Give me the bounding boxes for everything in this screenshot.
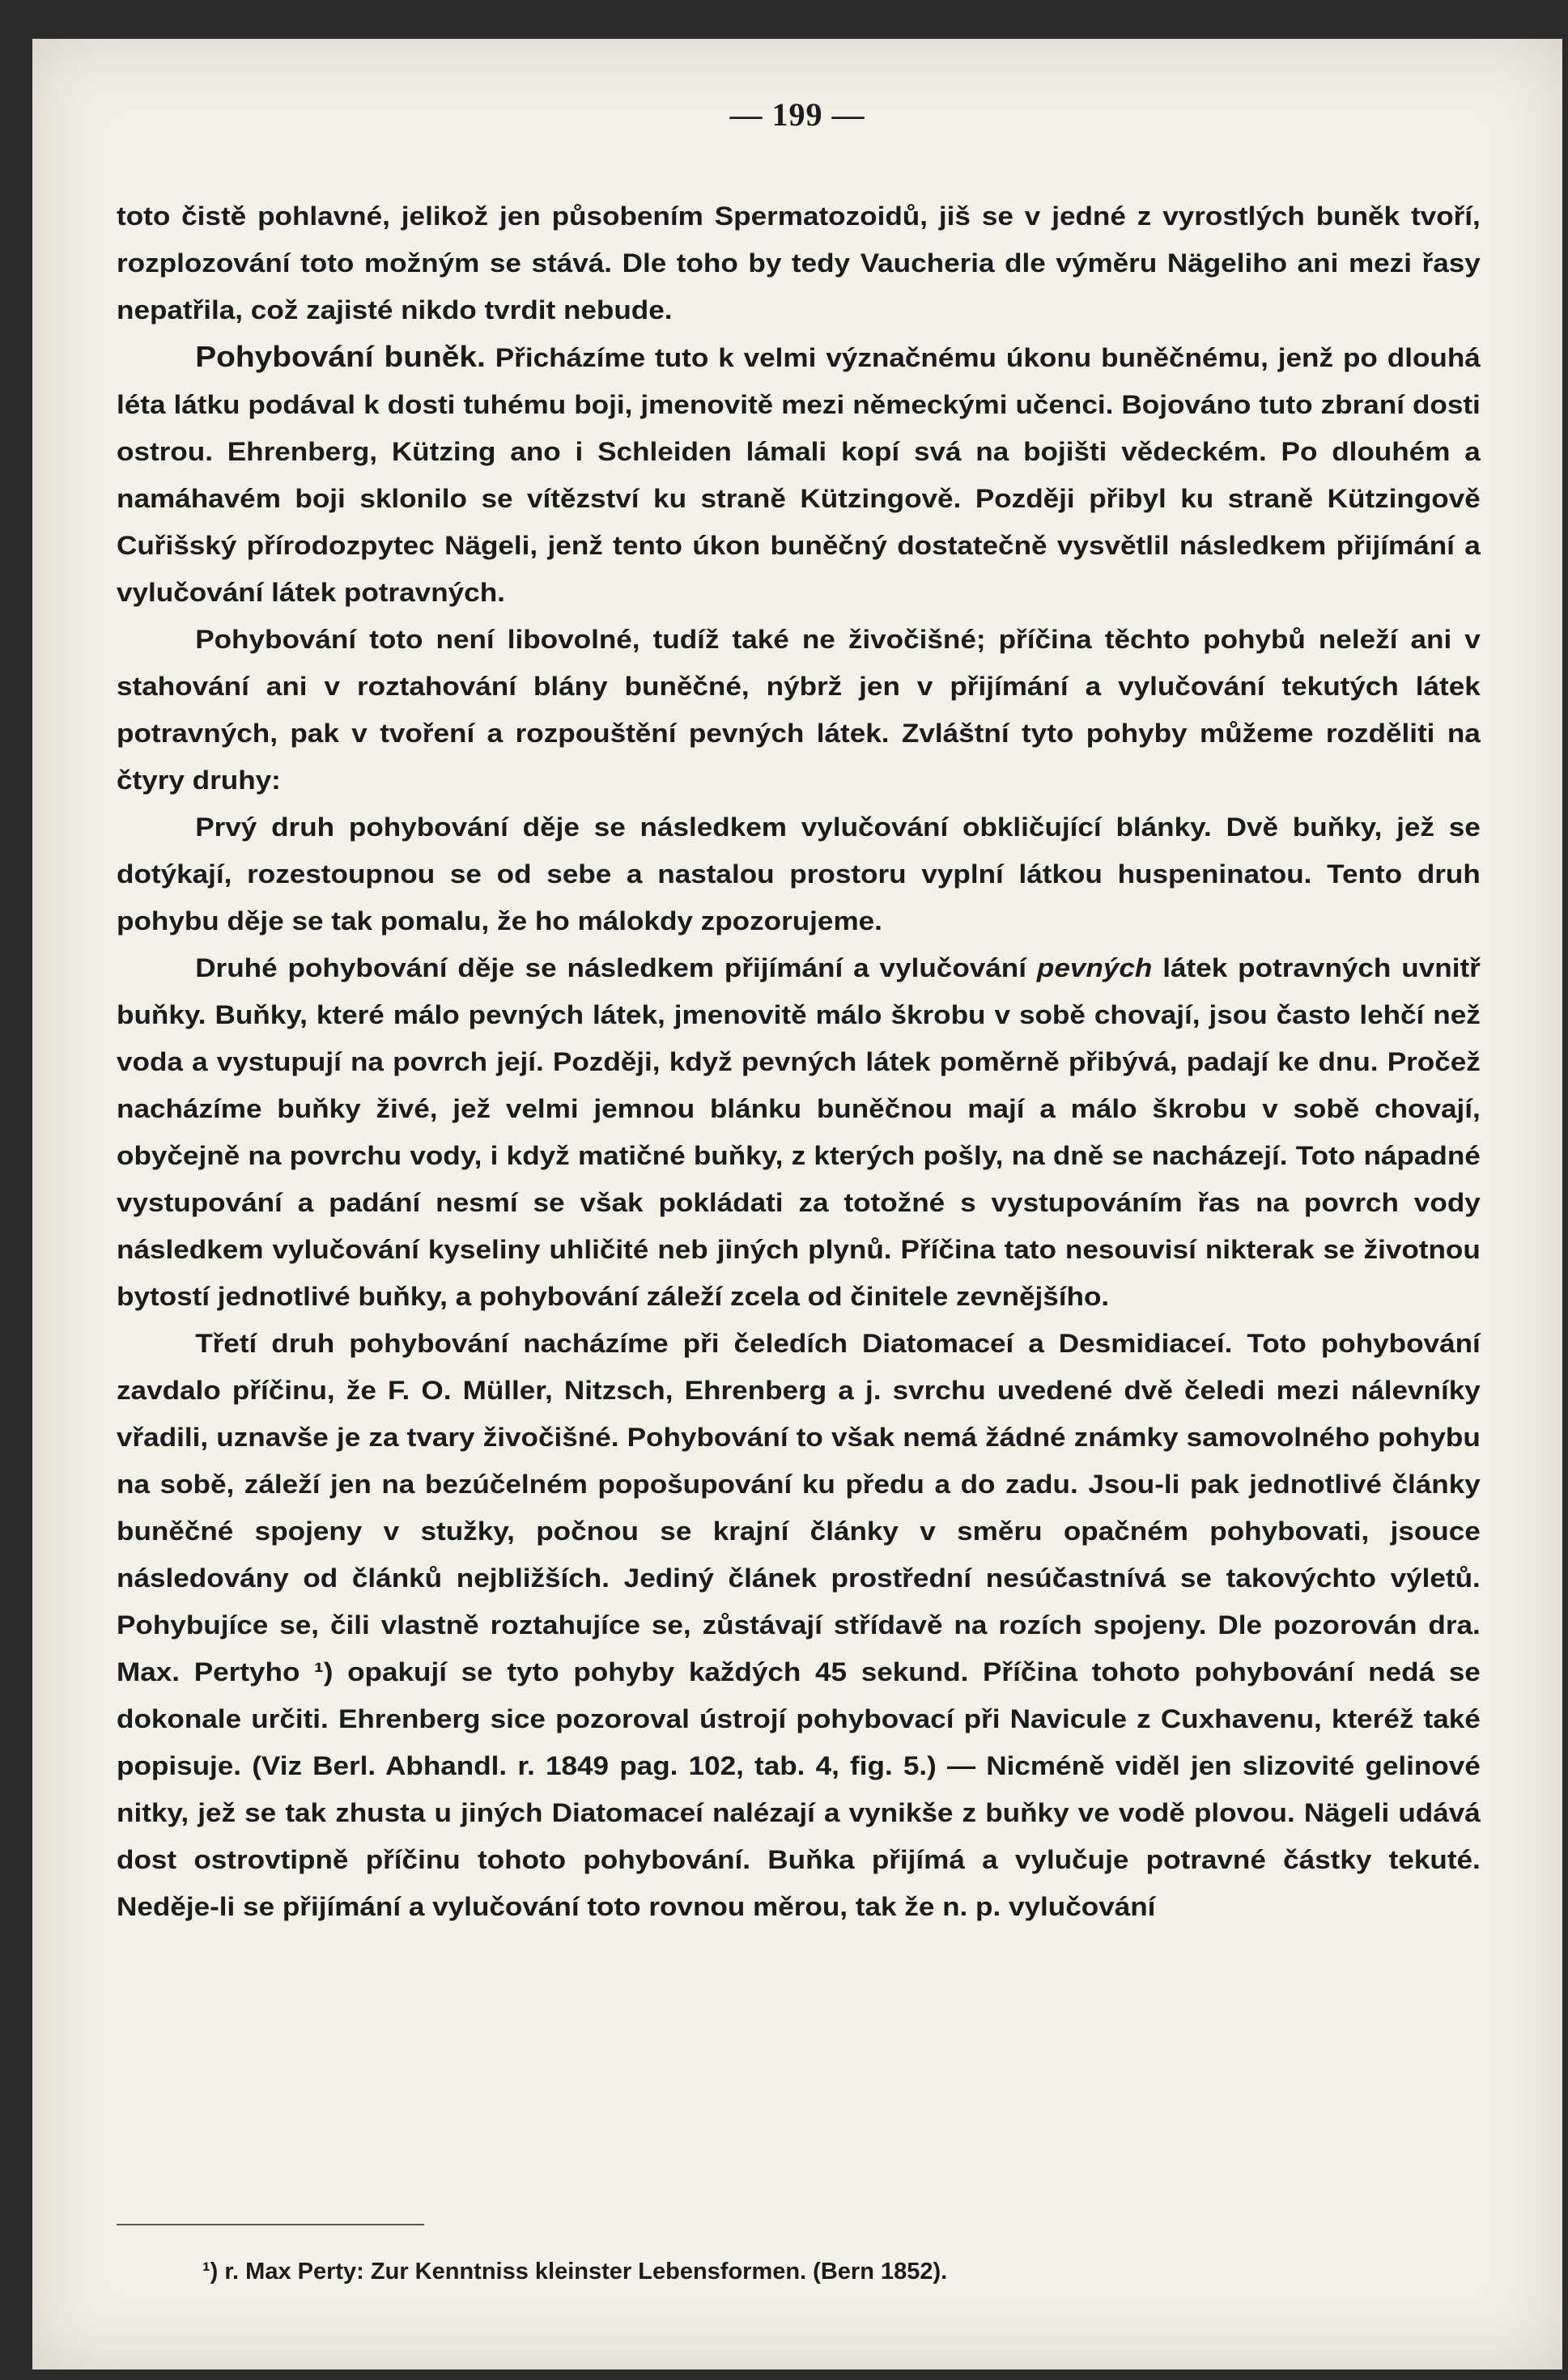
section-heading-cell-movement: Pohybování buněk. <box>195 340 486 373</box>
body-text <box>117 193 1481 1930</box>
paragraph-2 <box>117 333 1481 616</box>
emphasis-pevnych: pevných <box>1036 953 1153 982</box>
book-page <box>32 39 1562 2369</box>
paragraph-3: Pohybování toto není libovolné, tudíž také ne živočišné; příčina těchto pohybů neleží ani v stahování ani v roztahování blány buněčné, nýbrž jen v přijímání a vylučování tekutých látek potravných, pak v tvoření a rozpouštění pevných látek. Zvláštní tyto pohyby můžeme rozděliti na čtyry druhy: <box>117 625 1481 795</box>
page-number: — 199 — <box>729 96 865 133</box>
paragraph-1: toto čistě pohlavné, jelikož jen působením Spermatozoidů, jiš se v jedné z vyrostlých buněk tvoří, rozplozování toto možným se stává. Dle toho by tedy Vaucheria dle výměru Nägeliho ani mezi řasy nepatřila, což zajisté nikdo tvrdit nebude. <box>117 202 1481 325</box>
footnote-divider <box>117 2224 424 2225</box>
paragraph-6: Třetí druh pohybování nacházíme při čeledích Diatomaceí a Desmidiaceí. Toto pohybování zavdalo příčinu, že F. O. Müller, Nitzsch, Ehrenberg a j. svrchu uvedené dvě čeledi mezi nálevníky vřadili, uznavše je za tvary živočišné. Pohybování to však nemá žádné známky samovolného pohybu na sobě, záleží jen na bezúčelném popošupování ku předu a do zadu. Jsou-li pak jednotlivé články buněčné spojeny v stužky, počnou se krajní články v směru opačném pohybovati, jsouce následovány od článků nejbližších. Jediný článek prostřední nesúčastnívá se takovýchto výletů. Pohybujíce se, čili vlastně roztahujíce se, zůstávají střídavě na rozích spojeny. Dle pozorován dra. Max. Pertyho ¹) opakují se tyto pohyby každých 45 sekund. Příčina tohoto pohybování nedá se dokonale určiti. Ehrenberg sice pozoroval ústrojí pohybovací při Navicule z Cuxhavenu, kteréž také popisuje. (Viz Berl. Abhandl. r. 1849 pag. 102, tab. 4, fig. 5.) — Nicméně viděl jen slizovité gelinové nitky, jež se tak zhusta u jiných Diatomaceí nalézají a vynikše z buňky ve vodě plovou. Nägeli udává dost ostrovtipně příčinu tohoto pohybování. Buňka přijímá a vylučuje potravné částky tekuté. Neděje-li se přijímání a vylučování toto rovnou měrou, tak že n. p. vylučování <box>117 1329 1481 1921</box>
paragraph-5 <box>117 944 1481 1320</box>
paragraph-5-text: látek potravných uvnitř buňky. Buňky, které málo pevných látek, jmenovitě málo škrobu v sobě chovají, jsou často lehčí než voda a vystupují na povrch její. Později, když pevných látek poměrně přibývá, padají ke dnu. Pročež nacházíme buňky živé, jež velmi jemnou blánku buněčnou mají a málo škrobu v sobě chovají, obyčejně na povrchu vody, i když matičné buňky, z kterých pošly, na dně se nacházejí. Toto nápadné vystupování a padání nesmí se však pokládati za totožné s vystupováním řas na povrch vody následkem vylučování kyseliny uhličité neb jiných plynů. Příčina tato nesouvisí nikterak se životnou bytostí jednotlivé buňky, a pohybování záleží zcela od činitele zevnějšího. <box>117 953 1481 1311</box>
footnote: ¹) r. Max Perty: Zur Kenntniss kleinster Lebensformen. (Bern 1852). <box>202 2259 948 2285</box>
paragraph-4: Prvý druh pohybování děje se následkem vylučování obkličující blánky. Dvě buňky, jež se dotýkají, rozestoupnou se od sebe a nastalou prostoru vyplní látkou huspeninatou. Tento druh pohybu děje se tak pomalu, že ho málokdy zpozorujeme. <box>117 812 1481 935</box>
paragraph-2-text: Přicházíme tuto k velmi význačnému úkonu buněčnému, jenž po dlouhá léta látku podával k dosti tuhému boji, jmenovitě mezi německými učenci. Bojováno tuto zbraní dosti ostrou. Ehrenberg, Kützing ano i Schleiden lámali kopí svá na bojišti vědeckém. Po dlouhém a namáhavém boji sklonilo se vítězství ku straně Kützingově. Později přibyl ku straně Kützingově Cuřišský přírodozpytec Nägeli, jenž tento úkon buněčný dostatečně vysvětlil následkem přijímání a vylučování látek potravných. <box>117 343 1481 607</box>
paragraph-5-lead: Druhé pohybování děje se následkem přijímání a vylučování <box>195 953 1037 982</box>
